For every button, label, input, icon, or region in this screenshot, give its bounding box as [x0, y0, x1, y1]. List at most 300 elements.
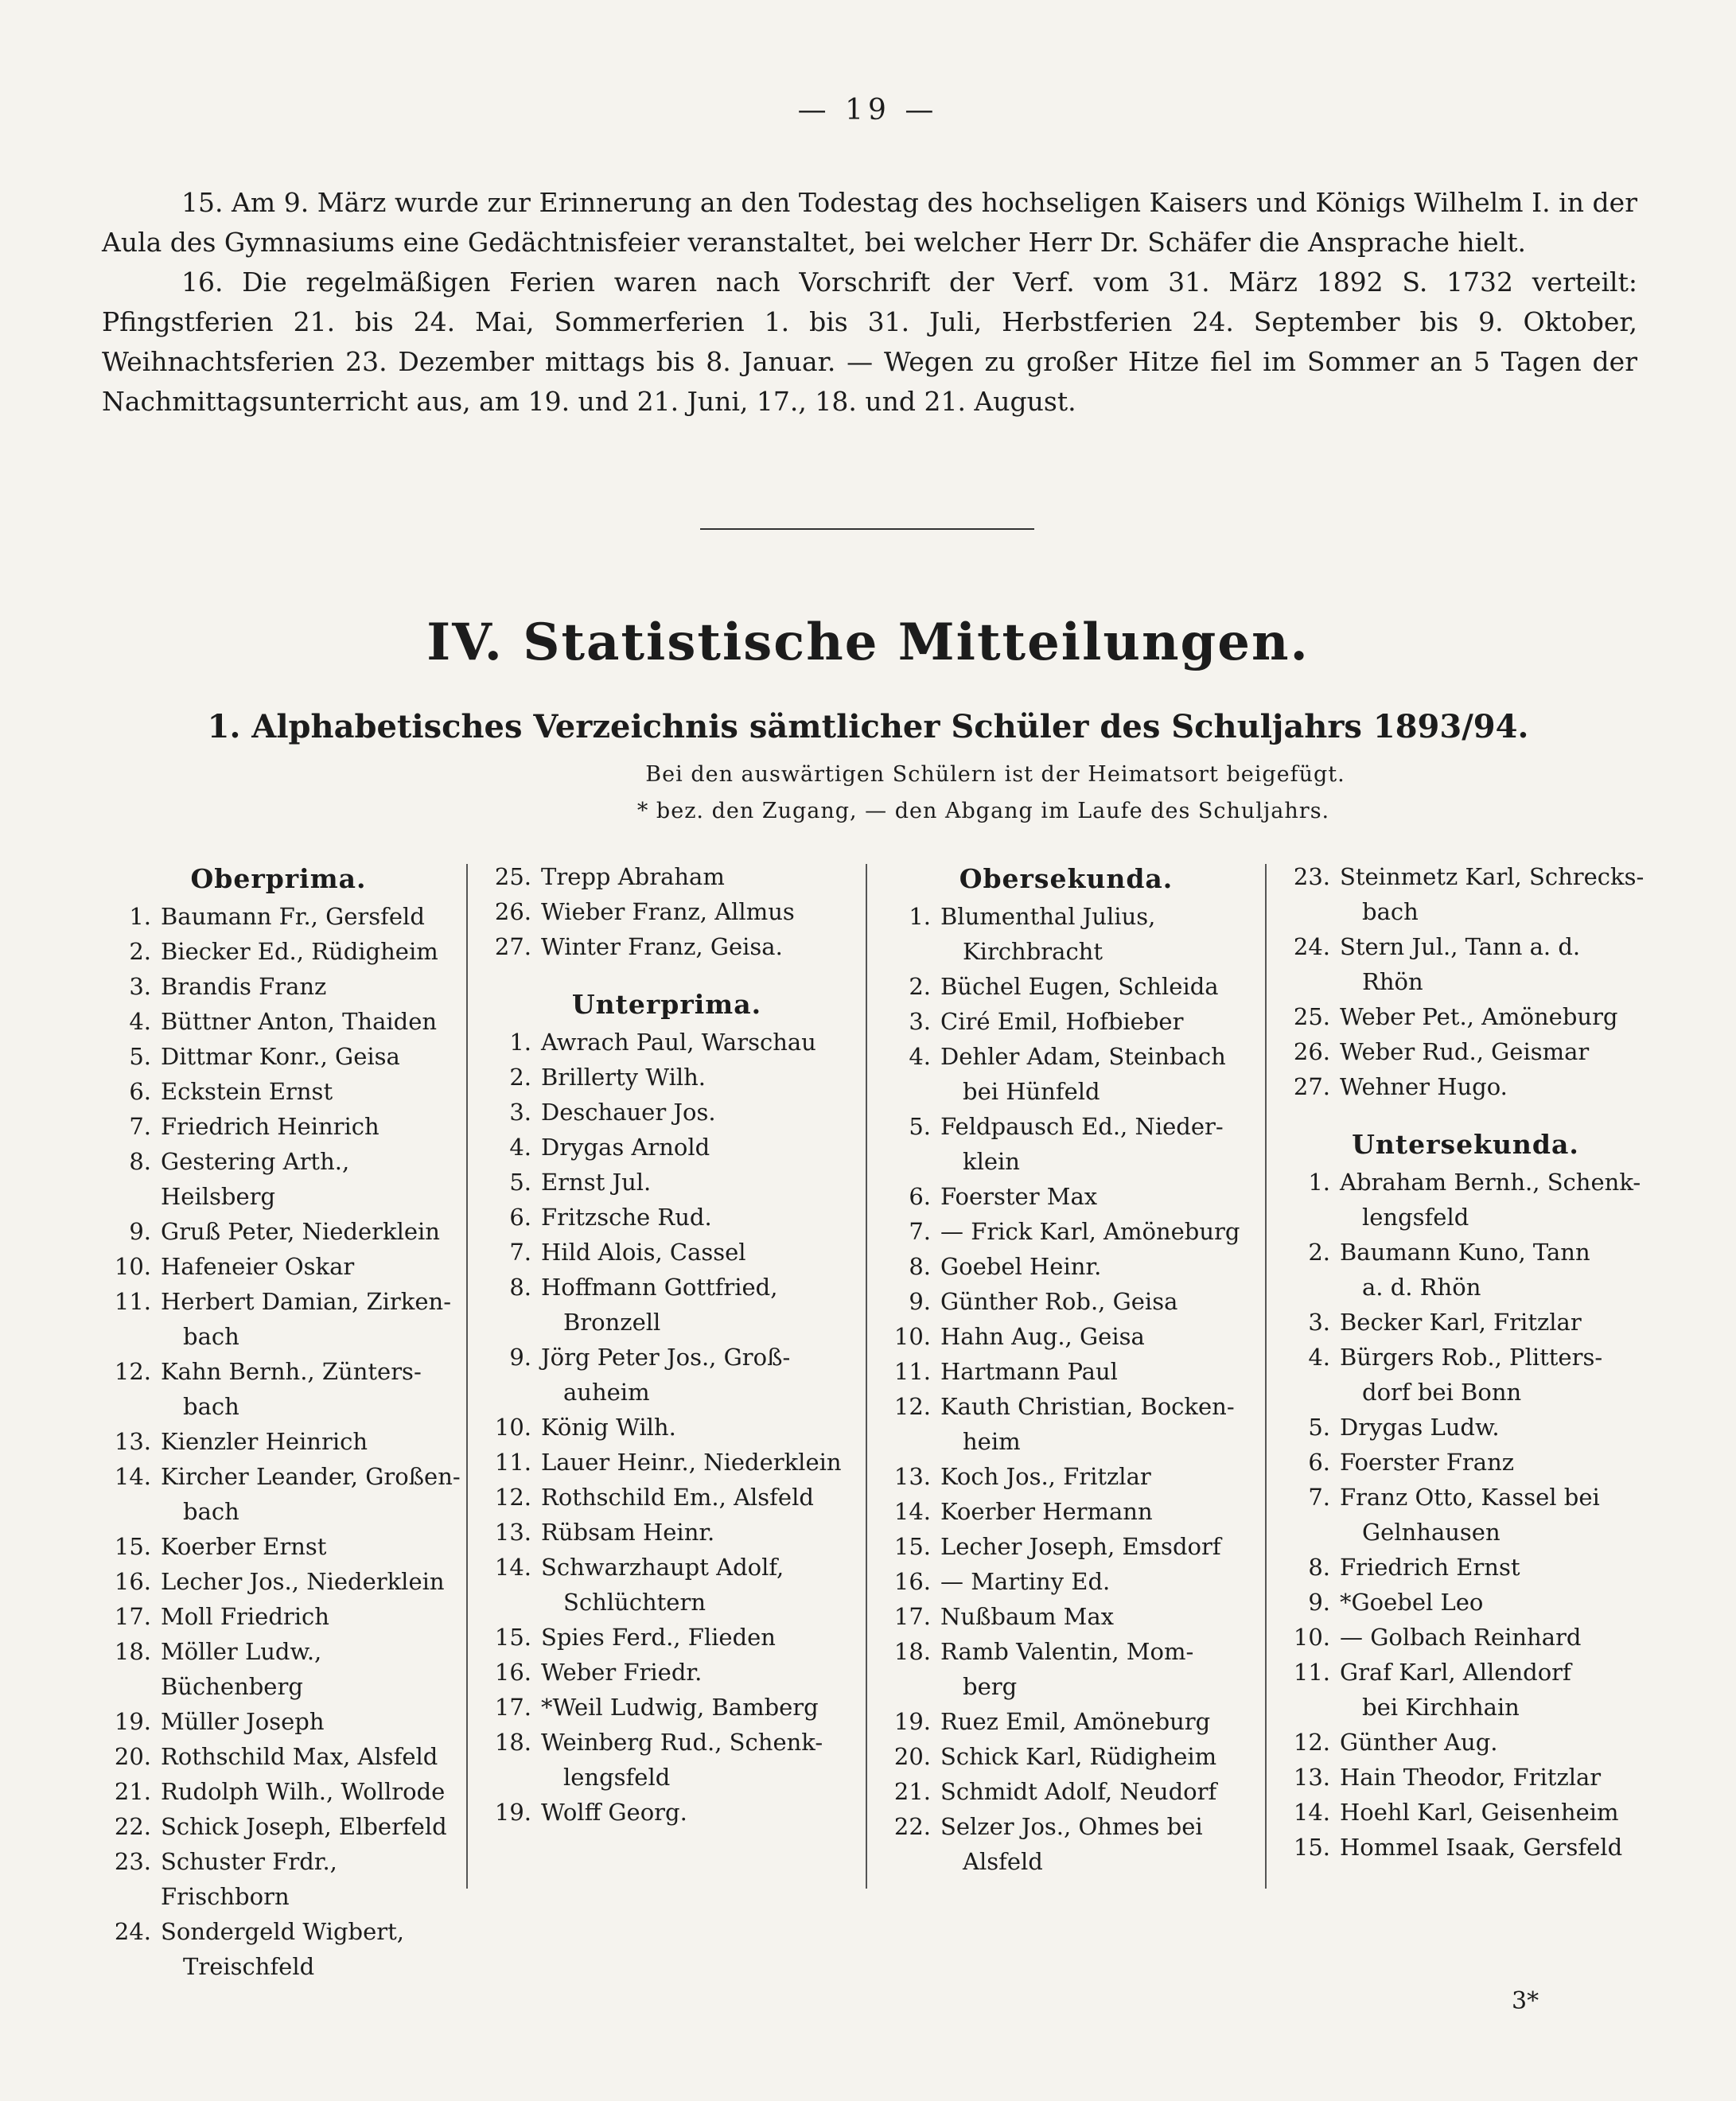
- note-home-town: Bei den auswärtigen Schülern ist der Heimatsort beigefügt.: [645, 762, 1345, 787]
- entry-number: 15.: [494, 1624, 531, 1651]
- student-entry: [875, 1039, 1257, 1074]
- student-name: Koerber Ernst: [161, 1533, 327, 1560]
- entry-number: 13.: [494, 1519, 531, 1546]
- entry-number: 10.: [114, 1253, 151, 1280]
- student-name: Friedrich Ernst: [1340, 1554, 1520, 1581]
- student-entry: [875, 1809, 1257, 1844]
- entry-number: 24.: [1293, 933, 1330, 960]
- student-entry: [1275, 1620, 1656, 1655]
- entry-number: 2.: [1308, 1239, 1330, 1266]
- student-name: Büchel Eugen, Schleida: [940, 973, 1219, 1000]
- student-name: Eckstein Ernst: [161, 1078, 333, 1105]
- entry-number: 6.: [909, 1183, 931, 1210]
- student-entry: [875, 969, 1257, 1004]
- note-legend: * bez. den Zugang, — den Abgang im Laufe des Schuljahrs.: [636, 799, 1330, 823]
- column-1: [95, 859, 461, 1984]
- student-entry: [95, 1074, 461, 1109]
- student-entry: [95, 1914, 461, 1949]
- entry-number: 12.: [114, 1358, 151, 1385]
- student-name: *Goebel Leo: [1340, 1589, 1484, 1616]
- student-entry: [95, 1249, 461, 1284]
- student-entry: [95, 1564, 461, 1599]
- student-name: Abraham Bernh., Schenk-: [1340, 1169, 1641, 1196]
- student-entry: [875, 1739, 1257, 1774]
- student-name: Wehner Hugo.: [1340, 1073, 1508, 1100]
- student-entry: [875, 1389, 1257, 1424]
- entry-number: 22.: [893, 1813, 931, 1840]
- entry-number: 16.: [114, 1568, 151, 1595]
- paragraph-16: 16. Die regelmäßigen Ferien waren nach Vorschrift der Verf. vom 31. März 1892 S. 1732 verteilt: Pfingstferien 21. bis 24. Mai, Sommerferien 1. bis 31. Juli, Herbstferien 24. September bis 9. Oktober, Weihnachtsferien 23. Dezember mittags bis 8. Januar. — Wegen zu großer Hitze fiel im Sommer an 5 Tagen der Nachmittagsunterricht aus, am 19. und 21. Juni, 17., 18. und 21. August.: [102, 267, 1637, 417]
- student-entry: [95, 1704, 461, 1739]
- student-entry: [875, 1109, 1257, 1144]
- student-entry: [1275, 1480, 1656, 1515]
- entry-number: 22.: [114, 1813, 151, 1840]
- student-entry: [875, 1354, 1257, 1389]
- entry-number: 7.: [1308, 1484, 1330, 1511]
- entry-number: 13.: [893, 1463, 931, 1490]
- student-name: Drygas Arnold: [541, 1134, 710, 1161]
- student-entry: [875, 1494, 1257, 1529]
- student-name: Günther Rob., Geisa: [940, 1288, 1178, 1315]
- paragraph-15: 15. Am 9. März wurde zur Erinnerung an den Todestag des hochseligen Kaisers und Königs Wilhelm I. in der Aula des Gymnasiums eine Gedächtnisfeier veranstaltet, bei welcher Herr Dr. Schäfer die Ansprache hielt.: [102, 187, 1637, 258]
- student-entry: [95, 969, 461, 1004]
- student-name-continuation: Bronzell: [563, 1309, 661, 1336]
- student-entry: [95, 1354, 461, 1389]
- student-entry: [476, 1620, 858, 1655]
- student-entry: [1275, 1830, 1656, 1865]
- entry-number: 6.: [129, 1078, 151, 1105]
- entry-number: 10.: [893, 1323, 931, 1350]
- student-name-continuation: berg: [963, 1673, 1018, 1700]
- entry-number: 4.: [1308, 1344, 1330, 1371]
- student-name: Herbert Damian, Zirken-: [161, 1288, 451, 1315]
- entry-number: 13.: [1293, 1764, 1330, 1791]
- student-entry: [95, 1599, 461, 1634]
- student-name: Friedrich Heinrich: [161, 1113, 380, 1140]
- entry-number: 19.: [114, 1708, 151, 1735]
- student-entry: [875, 1459, 1257, 1494]
- student-entry: [875, 1529, 1257, 1564]
- student-entry: [476, 1340, 858, 1375]
- student-name: Gestering Arth., Heilsberg: [161, 1148, 350, 1210]
- student-name: Hoffmann Gottfried,: [541, 1274, 778, 1301]
- entry-number: 7.: [509, 1239, 531, 1266]
- entry-number: 3.: [1308, 1309, 1330, 1336]
- student-entry: [476, 1725, 858, 1760]
- student-name: Ernst Jul.: [541, 1169, 652, 1196]
- student-entry: [476, 1130, 858, 1165]
- student-name-continuation: bach: [1362, 898, 1419, 925]
- entry-number: 20.: [114, 1743, 151, 1770]
- student-name: Spies Ferd., Flieden: [541, 1624, 776, 1651]
- entry-number: 14.: [1293, 1799, 1330, 1826]
- student-name: Foerster Max: [940, 1183, 1098, 1210]
- student-name: — Martiny Ed.: [940, 1568, 1111, 1595]
- student-name: Biecker Ed., Rüdigheim: [161, 938, 438, 965]
- student-entry: [1275, 1340, 1656, 1375]
- entry-number: 21.: [114, 1778, 151, 1805]
- student-entry: [476, 1410, 858, 1445]
- entry-number: 3.: [129, 973, 151, 1000]
- student-name-continuation: Schlüchtern: [563, 1589, 706, 1616]
- class-heading: Unterprima.: [571, 989, 762, 1020]
- student-entry: [1275, 1760, 1656, 1795]
- class-heading: Oberprima.: [190, 863, 367, 894]
- student-name-continuation: Treischfeld: [183, 1953, 315, 1980]
- student-name: Kircher Leander, Großen-: [161, 1463, 461, 1490]
- student-name: Moll Friedrich: [161, 1603, 329, 1630]
- signature-mark: 3*: [1512, 1987, 1539, 2015]
- entry-number: 26.: [1293, 1038, 1330, 1065]
- student-name: Hain Theodor, Fritzlar: [1340, 1764, 1602, 1791]
- entry-number: 4.: [129, 1008, 151, 1035]
- list-title: 1. Alphabetisches Verzeichnis sämtlicher Schüler des Schuljahrs 1893/94.: [207, 708, 1529, 745]
- entry-number: 11.: [893, 1358, 931, 1385]
- student-name: Hoehl Karl, Geisenheim: [1340, 1799, 1619, 1826]
- student-name: Hahn Aug., Geisa: [940, 1323, 1145, 1350]
- student-entry: [95, 1109, 461, 1144]
- student-entry: [95, 1739, 461, 1774]
- entry-number: 18.: [893, 1638, 931, 1665]
- class-heading: Obersekunda.: [959, 863, 1174, 894]
- entry-number: 9.: [1308, 1589, 1330, 1616]
- student-name: Feldpausch Ed., Nieder-: [940, 1113, 1224, 1140]
- student-entry: [476, 1165, 858, 1200]
- student-entry: [95, 1774, 461, 1809]
- entry-number: 8.: [909, 1253, 931, 1280]
- entry-number: 11.: [114, 1288, 151, 1315]
- entry-number: 23.: [1293, 863, 1330, 890]
- student-name: Jörg Peter Jos., Groß-: [541, 1344, 791, 1371]
- student-name-continuation: bach: [183, 1393, 239, 1420]
- student-entry: [1275, 1165, 1656, 1200]
- student-name: Schick Joseph, Elberfeld: [161, 1813, 447, 1840]
- entry-number: 17.: [114, 1603, 151, 1630]
- student-entry: [476, 1795, 858, 1830]
- student-name-continuation: bei Hünfeld: [963, 1078, 1100, 1105]
- column-3: [875, 859, 1257, 1879]
- student-entry: [1275, 1410, 1656, 1445]
- student-entry: [476, 1690, 858, 1725]
- entry-number: 14.: [494, 1554, 531, 1581]
- student-entry: [95, 1004, 461, 1039]
- student-entry: [95, 1424, 461, 1459]
- entry-number: 3.: [509, 1099, 531, 1126]
- entry-number: 7.: [129, 1113, 151, 1140]
- student-name: Sondergeld Wigbert,: [161, 1918, 404, 1945]
- student-name: Selzer Jos., Ohmes bei: [940, 1813, 1203, 1840]
- student-entry: [95, 934, 461, 969]
- student-name-continuation: Rhön: [1362, 968, 1423, 995]
- column-divider: [466, 864, 468, 1889]
- student-name: Foerster Franz: [1340, 1449, 1515, 1476]
- student-entry: [1275, 1655, 1656, 1690]
- student-entry: [476, 1270, 858, 1305]
- entry-number: 5.: [1308, 1414, 1330, 1441]
- entry-number: 15.: [1293, 1834, 1330, 1861]
- entry-number: 21.: [893, 1778, 931, 1805]
- entry-number: 9.: [509, 1344, 531, 1371]
- entry-number: 5.: [509, 1169, 531, 1196]
- student-entry: [875, 1179, 1257, 1214]
- entry-number: 1.: [1308, 1169, 1330, 1196]
- entry-number: 8.: [1308, 1554, 1330, 1581]
- student-entry: [1275, 1795, 1656, 1830]
- student-name: Rothschild Max, Alsfeld: [161, 1743, 438, 1770]
- entry-number: 12.: [494, 1484, 531, 1511]
- student-entry: [1275, 1069, 1656, 1104]
- student-entry: [476, 1550, 858, 1585]
- student-name: Ciré Emil, Hofbieber: [940, 1008, 1184, 1035]
- student-entry: [95, 1459, 461, 1494]
- student-name: Rübsam Heinr.: [541, 1519, 715, 1546]
- column-divider: [866, 864, 867, 1889]
- student-entry: [476, 929, 858, 964]
- section-title: IV. Statistische Mitteilungen.: [426, 613, 1310, 672]
- student-entry: [95, 1144, 461, 1214]
- student-name-continuation: Kirchbracht: [963, 938, 1103, 965]
- student-entry: [875, 1774, 1257, 1809]
- student-name: Ramb Valentin, Mom-: [940, 1638, 1194, 1665]
- student-name: Bürgers Rob., Plitters-: [1340, 1344, 1603, 1371]
- entry-number: 4.: [509, 1134, 531, 1161]
- student-entry: [95, 1284, 461, 1319]
- student-name: Weber Rud., Geismar: [1340, 1038, 1590, 1065]
- student-name-continuation: bach: [183, 1498, 239, 1525]
- student-name: Schmidt Adolf, Neudorf: [940, 1778, 1217, 1805]
- student-name: Schuster Frdr., Frischborn: [161, 1848, 337, 1910]
- student-name: Baumann Fr., Gersfeld: [161, 903, 425, 930]
- student-name: Awrach Paul, Warschau: [541, 1029, 816, 1056]
- student-entry: [1275, 1235, 1656, 1270]
- student-entry: [476, 1200, 858, 1235]
- student-name: Weber Friedr.: [541, 1659, 703, 1686]
- student-entry: [476, 1515, 858, 1550]
- entry-number: 8.: [509, 1274, 531, 1301]
- student-name: König Wilh.: [541, 1414, 676, 1441]
- entry-number: 8.: [129, 1148, 151, 1175]
- student-name: Wieber Franz, Allmus: [541, 898, 795, 925]
- student-name: Hafeneier Oskar: [161, 1253, 355, 1280]
- student-entry: [1275, 1585, 1656, 1620]
- entry-number: 18.: [114, 1638, 151, 1665]
- student-entry: [476, 859, 858, 894]
- student-name: Ruez Emil, Amöneburg: [940, 1708, 1211, 1735]
- student-entry: [1275, 999, 1656, 1034]
- student-name: Schwarzhaupt Adolf,: [541, 1554, 784, 1581]
- student-name: — Golbach Reinhard: [1340, 1624, 1582, 1651]
- entry-number: 3.: [909, 1008, 931, 1035]
- student-name-continuation: dorf bei Bonn: [1362, 1379, 1522, 1406]
- student-entry: [476, 1655, 858, 1690]
- entry-number: 9.: [129, 1218, 151, 1245]
- student-name: Kauth Christian, Bocken-: [940, 1393, 1235, 1420]
- student-name: Koerber Hermann: [940, 1498, 1153, 1525]
- student-entry: [1275, 929, 1656, 964]
- student-entry: [1275, 1034, 1656, 1069]
- student-entry: [875, 1284, 1257, 1319]
- entry-number: 27.: [1293, 1073, 1330, 1100]
- student-entry: [875, 899, 1257, 934]
- column-2: [476, 859, 858, 1830]
- student-name: Rudolph Wilh., Wollrode: [161, 1778, 446, 1805]
- student-entry: [95, 1809, 461, 1844]
- student-name: Becker Karl, Fritzlar: [1340, 1309, 1582, 1336]
- entry-number: 12.: [893, 1393, 931, 1420]
- student-name-continuation: bei Kirchhain: [1362, 1694, 1520, 1721]
- divider-rule: [700, 528, 1034, 530]
- student-name: Baumann Kuno, Tann: [1340, 1239, 1590, 1266]
- entry-number: 2.: [129, 938, 151, 965]
- entry-number: 16.: [494, 1659, 531, 1686]
- entry-number: 15.: [114, 1533, 151, 1560]
- entry-number: 26.: [494, 898, 531, 925]
- student-entry: [875, 1319, 1257, 1354]
- student-name-continuation: lengsfeld: [1362, 1204, 1469, 1231]
- student-entry: [1275, 859, 1656, 894]
- entry-number: 24.: [114, 1918, 151, 1945]
- student-name-continuation: klein: [963, 1148, 1020, 1175]
- entry-number: 17.: [494, 1694, 531, 1721]
- student-entry: [476, 894, 858, 929]
- student-name-continuation: a. d. Rhön: [1362, 1274, 1481, 1301]
- student-entry: [875, 1004, 1257, 1039]
- student-entry: [875, 1564, 1257, 1599]
- student-name: Hommel Isaak, Gersfeld: [1340, 1834, 1623, 1861]
- student-name: Steinmetz Karl, Schrecks-: [1340, 863, 1645, 890]
- entry-number: 20.: [893, 1743, 931, 1770]
- page-number: — 19 —: [797, 94, 939, 126]
- entry-number: 19.: [494, 1799, 531, 1826]
- entry-number: 1.: [509, 1029, 531, 1056]
- student-name: Goebel Heinr.: [940, 1253, 1102, 1280]
- entry-number: 14.: [893, 1498, 931, 1525]
- entry-number: 4.: [909, 1043, 931, 1070]
- student-name: Schick Karl, Rüdigheim: [940, 1743, 1217, 1770]
- entry-number: 2.: [509, 1064, 531, 1091]
- student-name-continuation: Gelnhausen: [1362, 1519, 1501, 1546]
- student-name-continuation: Alsfeld: [963, 1848, 1043, 1875]
- student-entry: [95, 899, 461, 934]
- paragraphs: [102, 183, 1637, 422]
- student-name: Fritzsche Rud.: [541, 1204, 712, 1231]
- student-name: Franz Otto, Kassel bei: [1340, 1484, 1600, 1511]
- student-entry: [476, 1060, 858, 1095]
- student-entry: [95, 1844, 461, 1914]
- student-entry: [95, 1039, 461, 1074]
- student-name: Müller Joseph: [161, 1708, 325, 1735]
- student-name: Stern Jul., Tann a. d.: [1340, 933, 1581, 960]
- student-entry: [95, 1634, 461, 1704]
- student-entry: [1275, 1725, 1656, 1760]
- column-divider: [1265, 864, 1267, 1889]
- student-entry: [875, 1634, 1257, 1669]
- student-name: Blumenthal Julius,: [940, 903, 1156, 930]
- student-name: Weinberg Rud., Schenk-: [541, 1729, 823, 1756]
- entry-number: 10.: [494, 1414, 531, 1441]
- student-name: Gruß Peter, Niederklein: [161, 1218, 440, 1245]
- student-name: Kahn Bernh., Zünters-: [161, 1358, 422, 1385]
- entry-number: 18.: [494, 1729, 531, 1756]
- student-name: Brandis Franz: [161, 973, 327, 1000]
- entry-number: 1.: [909, 903, 931, 930]
- student-entry: [875, 1214, 1257, 1249]
- student-name: Hild Alois, Cassel: [541, 1239, 746, 1266]
- entry-number: 19.: [893, 1708, 931, 1735]
- entry-number: 11.: [1293, 1659, 1330, 1686]
- entry-number: 27.: [494, 933, 531, 960]
- student-name: — Frick Karl, Amöneburg: [940, 1218, 1240, 1245]
- student-entry: [1275, 1445, 1656, 1480]
- student-name-continuation: heim: [963, 1428, 1021, 1455]
- student-entry: [875, 1704, 1257, 1739]
- entry-number: 10.: [1293, 1624, 1330, 1651]
- entry-number: 13.: [114, 1428, 151, 1455]
- student-entry: [875, 1599, 1257, 1634]
- student-name: Weber Pet., Amöneburg: [1340, 1003, 1618, 1030]
- student-name-continuation: lengsfeld: [563, 1764, 671, 1791]
- student-name: Nußbaum Max: [940, 1603, 1115, 1630]
- student-name: Kienzler Heinrich: [161, 1428, 368, 1455]
- entry-number: 14.: [114, 1463, 151, 1490]
- student-name: Winter Franz, Geisa.: [541, 933, 783, 960]
- entry-number: 16.: [893, 1568, 931, 1595]
- entry-number: 5.: [909, 1113, 931, 1140]
- student-name: Brillerty Wilh.: [541, 1064, 706, 1091]
- column-4: [1275, 859, 1656, 1865]
- class-heading: Untersekunda.: [1352, 1129, 1579, 1160]
- student-name: Wolff Georg.: [541, 1799, 687, 1826]
- entry-number: 25.: [494, 863, 531, 890]
- student-name-continuation: auheim: [563, 1379, 650, 1406]
- student-name: Lecher Jos., Niederklein: [161, 1568, 445, 1595]
- student-name: Graf Karl, Allendorf: [1340, 1659, 1571, 1686]
- entry-number: 23.: [114, 1848, 151, 1875]
- student-entry: [476, 1480, 858, 1515]
- entry-number: 25.: [1293, 1003, 1330, 1030]
- entry-number: 6.: [1308, 1449, 1330, 1476]
- student-entry: [476, 1025, 858, 1060]
- student-name: Trepp Abraham: [541, 863, 725, 890]
- entry-number: 5.: [129, 1043, 151, 1070]
- student-name: Deschauer Jos.: [541, 1099, 716, 1126]
- student-entry: [1275, 1305, 1656, 1340]
- student-name: Büttner Anton, Thaiden: [161, 1008, 438, 1035]
- student-entry: [476, 1445, 858, 1480]
- student-entry: [476, 1095, 858, 1130]
- student-entry: [1275, 1550, 1656, 1585]
- entry-number: 7.: [909, 1218, 931, 1245]
- student-name: *Weil Ludwig, Bamberg: [541, 1694, 819, 1721]
- student-name: Dehler Adam, Steinbach: [940, 1043, 1226, 1070]
- student-name: Möller Ludw., Büchenberg: [161, 1638, 322, 1700]
- student-name: Lecher Joseph, Emsdorf: [940, 1533, 1221, 1560]
- student-entry: [875, 1249, 1257, 1284]
- entry-number: 15.: [893, 1533, 931, 1560]
- student-name: Rothschild Em., Alsfeld: [541, 1484, 814, 1511]
- student-entry: [95, 1214, 461, 1249]
- student-name: Koch Jos., Fritzlar: [940, 1463, 1151, 1490]
- student-entry: [476, 1235, 858, 1270]
- student-name: Günther Aug.: [1340, 1729, 1498, 1756]
- student-entry: [95, 1529, 461, 1564]
- student-name: Dittmar Konr., Geisa: [161, 1043, 400, 1070]
- entry-number: 12.: [1293, 1729, 1330, 1756]
- student-name: Lauer Heinr., Niederklein: [541, 1449, 842, 1476]
- entry-number: 17.: [893, 1603, 931, 1630]
- entry-number: 1.: [129, 903, 151, 930]
- student-name: Hartmann Paul: [940, 1358, 1118, 1385]
